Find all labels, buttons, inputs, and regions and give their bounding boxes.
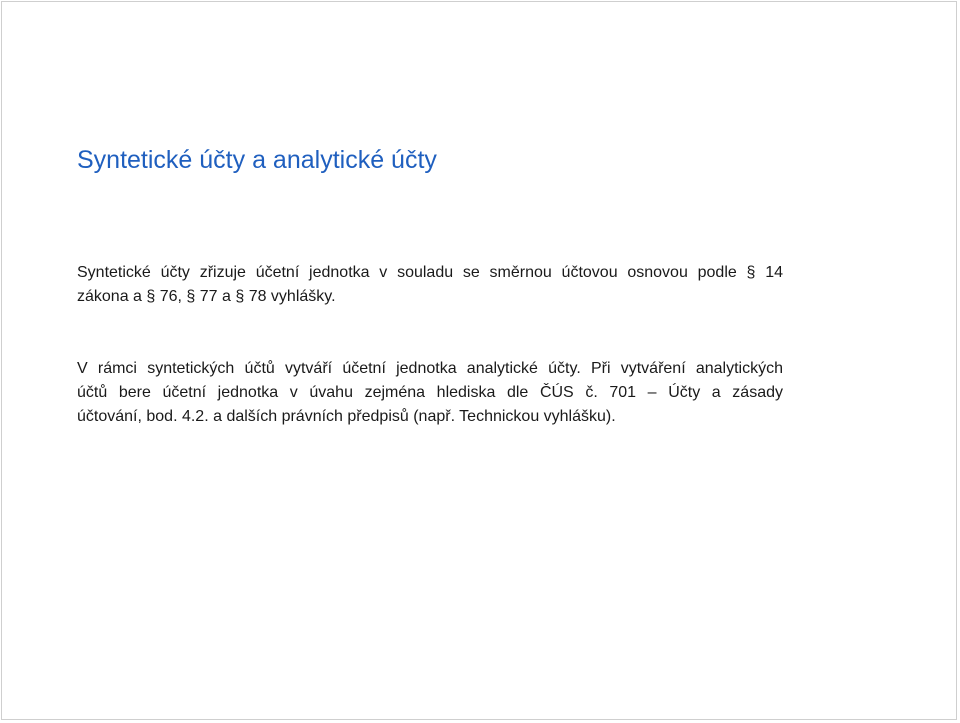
paragraph2-line3: účtování, bod. 4.2. a dalších právních předpisů (např. Technickou vyhlášku). [77, 408, 616, 425]
paragraph1-line2: zákona a § 76, § 77 a § 78 vyhlášky. [77, 288, 336, 305]
slide-title: Syntetické účty a analytické účty [77, 146, 437, 174]
slide [1, 1, 957, 720]
paragraph1-line1: Syntetické účty zřizuje účetní jednotka v souladu se směrnou účtovou osnovou podle § 14 [77, 264, 783, 281]
paragraph-synthetic-accounts [77, 261, 783, 309]
paragraph2-line2: účtů bere účetní jednotka v úvahu zejména hlediska dle ČÚS č. 701 – Účty a zásady [77, 384, 783, 401]
paragraph-analytical-accounts [77, 357, 783, 429]
paragraph2-line1: V rámci syntetických účtů vytváří účetní jednotka analytické účty. Při vytváření analytických [77, 360, 783, 377]
